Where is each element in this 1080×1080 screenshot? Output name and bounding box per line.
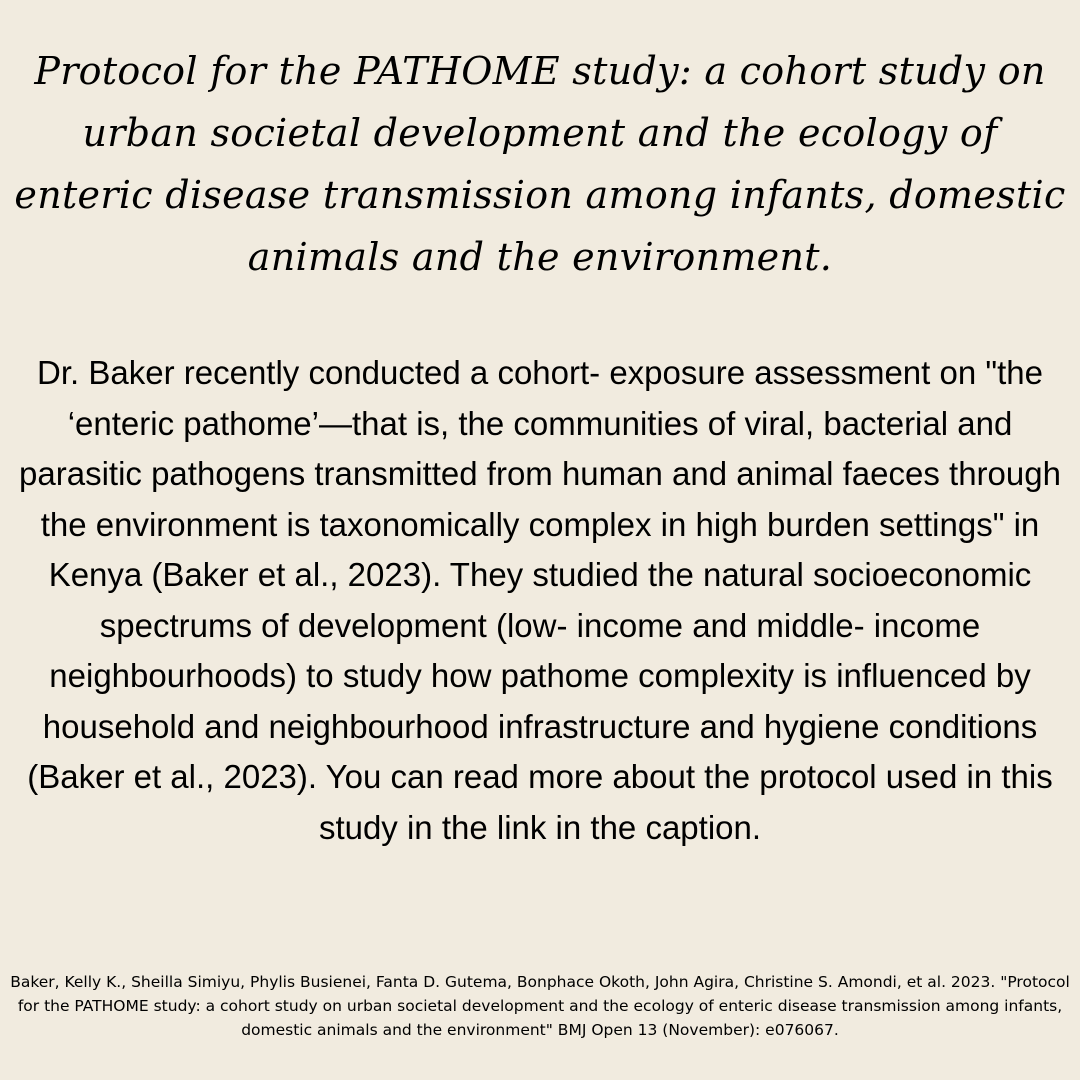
summary-paragraph: Dr. Baker recently conducted a cohort- exposure assessment on "the ‘enteric pathome’—that is, the communities of viral, bacterial and parasitic pathogens transmitted from human and animal faeces through the environment is taxonomically complex in high burden settings" in Kenya (Baker et al., 2023). They studied the natural socioeconomic spectrums of development (low- income and middle- income neighbourhoods) to study how pathome complexity is influenced by household and neighbourhood infrastructure and hygiene conditions (Baker et al., 2023). You can read more about the protocol used in this study in the link in the caption. — [19, 354, 1061, 846]
citation-reference: Baker, Kelly K., Sheilla Simiyu, Phylis Busienei, Fanta D. Gutema, Bonphace Okoth, John Agira, Christine S. Amondi, et al. 2023. "Protocol for the PATHOME study: a cohort study on urban societal development and the ecology of enteric disease transmission among infants, domestic animals and the environment" BMJ Open 13 (November): e076067. — [10, 973, 1070, 1039]
document-title: Protocol for the PATHOME study: a cohort study on urban societal development and the ecology of enteric disease transmission among infants, domestic animals and the environment. — [14, 49, 1066, 279]
